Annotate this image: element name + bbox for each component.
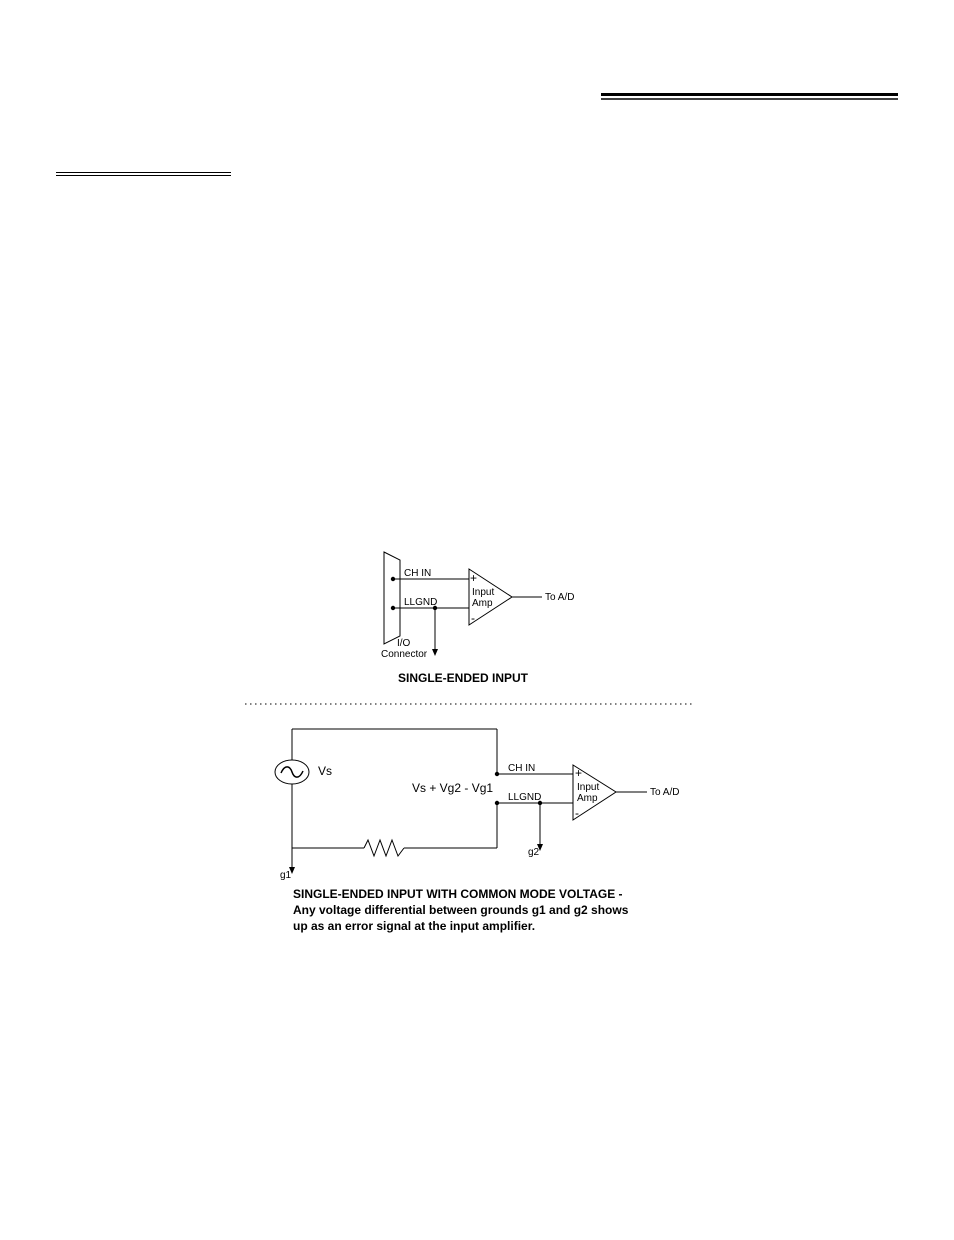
sine-wave-icon — [281, 767, 303, 777]
amp-label-line1: Input — [472, 587, 495, 598]
header-rule — [601, 95, 898, 100]
voltage-expression: Vs + Vg2 - Vg1 — [412, 781, 494, 795]
llgnd-label-2: LLGND — [508, 792, 542, 803]
llgnd-label: LLGND — [404, 597, 438, 608]
source-label: Vs — [318, 764, 333, 778]
single-ended-input-diagram — [381, 552, 574, 685]
connector-label-line2: Connector — [381, 649, 428, 660]
amp-label-line1-2: Input — [577, 782, 600, 793]
amp-minus-label-2: - — [575, 806, 579, 820]
g2-label: g2 — [528, 847, 540, 858]
to-ad-label-2: To A/D — [650, 787, 680, 798]
amp-label-line2: Amp — [472, 598, 493, 609]
section-rule — [56, 173, 231, 176]
to-ad-label: To A/D — [545, 592, 575, 603]
io-connector — [384, 552, 400, 644]
ch-in-terminal-2 — [495, 772, 499, 776]
connector-label-line1: I/O — [397, 638, 411, 649]
llgnd-terminal — [391, 606, 395, 610]
llgnd-terminal-2 — [495, 801, 499, 805]
ch-in-terminal — [391, 577, 395, 581]
diagram2-caption-line2: Any voltage differential between grounds g1 and g2 shows — [293, 903, 629, 917]
resistor-icon — [364, 840, 404, 856]
amp-label-line2-2: Amp — [577, 793, 598, 804]
diagram2-caption-line1: SINGLE-ENDED INPUT WITH COMMON MODE VOLTAGE - — [293, 887, 623, 901]
ground-arrow-icon — [432, 649, 438, 656]
amp-plus-label: + — [470, 571, 478, 585]
ch-in-label-2: CH IN — [508, 763, 536, 774]
common-mode-voltage-diagram — [275, 729, 679, 933]
ch-in-label: CH IN — [404, 568, 432, 579]
amp-minus-label: - — [471, 611, 475, 625]
diagram1-caption: SINGLE-ENDED INPUT — [398, 671, 529, 685]
amp-plus-label-2: + — [575, 766, 583, 780]
g1-label: g1 — [280, 870, 292, 881]
diagram2-caption-line3: up as an error signal at the input amplifier. — [293, 919, 536, 933]
